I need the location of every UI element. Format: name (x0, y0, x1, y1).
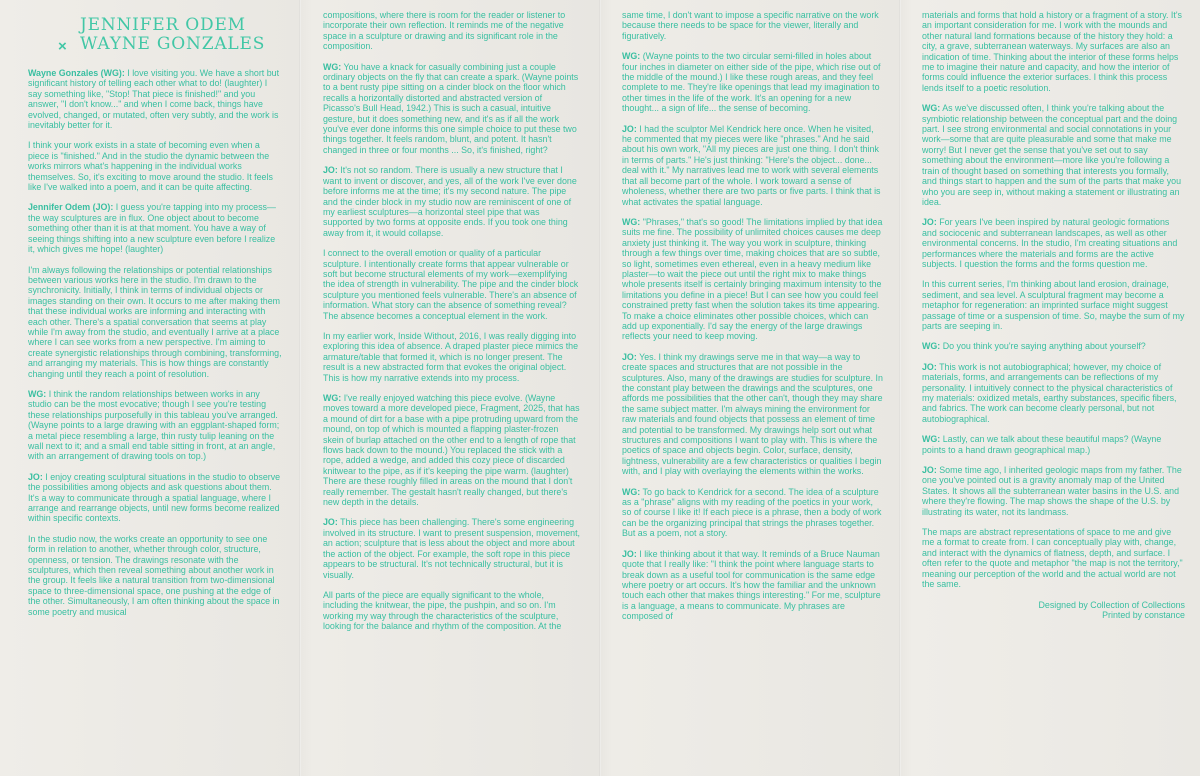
fold-line (299, 0, 301, 776)
speaker-label: Jennifer Odem (JO): (28, 202, 114, 213)
paragraph-text: I think your work exists in a state of becoming even when a piece is "finished." And in the studio the dynamic between the works mirrors what's happening in the individual works themselves. So, it's exciting to move around the studio. It feels like I've walked into a poem, and it can be quite affecting. (28, 140, 273, 193)
paragraph (622, 487, 884, 539)
paragraph (622, 51, 884, 113)
speaker-label: WG: (622, 216, 641, 227)
paragraph (323, 62, 581, 156)
paragraph (28, 472, 283, 524)
speaker-label: JO: (922, 465, 937, 476)
paragraph (622, 217, 884, 342)
speaker-label: JO: (28, 471, 43, 482)
paragraph (622, 10, 884, 41)
paragraph-text: The maps are abstract representations of space to me and give me a format to create from. I can conceptually play with, change, and interact with the dynamics of flatness, depth, and surface. I often refer to the quote and metaphor "the map is not the territory," meaning our perception of the world and the actual world are not the same. (922, 527, 1183, 590)
credit-print: Printed by constance (1102, 609, 1185, 620)
fold-line (899, 0, 901, 776)
speaker-label: JO: (922, 361, 937, 372)
paragraph-text: (Wayne points to the two circular semi-filled in holes about four inches in diameter on either side of the pipe, which rise out of the middle of the mound.) I like these rough areas, and they feel complete to me. They're like openings that lead my imagination to other times in the life of the work. It's an opening for a new thought... a sign of life... the sense of becoming. (622, 51, 881, 114)
paragraph-text: It's not so random. There is usually a new structure that I want to invent or discover, and yes, all of the work I've ever done before informs me at the time; it's my second nature. The pipe and the cinder block in my studio now are reminiscent of one of my earliest sculptures—a horizontal steel pipe that was supported by two forms at opposite ends. If you took one thing away from it, it would collapse. (323, 165, 577, 238)
paragraph (922, 465, 1185, 517)
paragraph-text: I connect to the overall emotion or quality of a particular sculpture. I intentionally create forms that appear vulnerable or soft but become structural elements of my work—exemplifying the idea of strength in vulnerability. The pipe and the cinder block sculpture you mentioned feels vulnerable. There's an absence of information. What story can the absence of something reveal? The absence becomes a conceptual element in the work. (323, 248, 579, 321)
paragraph (28, 68, 283, 130)
speaker-label: Wayne Gonzales (WG): (28, 68, 125, 78)
paragraph-text: All parts of the piece are equally significant to the whole, including the knitwear, the pipe, the pushpin, and so on. I'm working my way through the characteristics of the sculpture, looking for the balance and rhythm of the composition. At the (323, 589, 562, 632)
paragraph (28, 265, 283, 379)
artist-name-odem: JENNIFER ODEM (80, 15, 246, 35)
paragraph (323, 331, 581, 383)
paragraph (922, 527, 1185, 589)
paragraph (323, 393, 581, 507)
paragraph (922, 362, 1185, 424)
speaker-label: JO: (622, 123, 637, 134)
paragraph-text: materials and forms that hold a history or a fragment of a story. It's an important consideration for me. I work with the mounds and other natural land formations because of the history they hold: a city, a grave, subterranean waterways. My surfaces are also an indication of time. Thinking about the interior of these forms helps me to imagine their nature and capacity, and how the interior of forms could influence the exterior surfaces. I think this process lends itself to a poetic resolution. (922, 10, 1182, 93)
cross-icon: × (58, 38, 67, 55)
speaker-label: WG: (323, 393, 342, 403)
paragraph-text: compositions, where there is room for the reader or listener to incorporate their own reflection. It reminds me of the negative space in a sculpture or drawing and its significant role in the composition. (323, 10, 566, 52)
paragraph (922, 217, 1185, 269)
paragraph (28, 202, 283, 254)
paragraph (922, 279, 1185, 331)
speaker-label: WG: (622, 486, 641, 497)
paragraph-text: Some time ago, I inherited geologic maps from my father. The one you've pointed out is a gravity anomaly map of the United States. It shows all the subterranean water basins in the U.S. and where they're flowing. The map shows the shape of the U.S. by illustrating its water, not its landmass. (922, 465, 1182, 517)
paragraph-text: Yes. I think my drawings serve me in that way—a way to create spaces and structures that are not possible in the sculptures. Also, many of the drawings are studies for sculpture. In the constant play between the drawings and the sculptures, one affords me possibilities that the other can't, though they may share the same subject matter. I'm always mining the environment for raw materials and found objects that possess an element of time and potential to be transformed. My drawings help sort out what structures and compositions I want to play with. This is where the poetics of space and objects begin. Color, surface, density, lightness, vulnerability are a few characteristics or qualities I begin with, and I play with overlaying the elements within the works. (622, 351, 883, 477)
paragraph-text: I had the sculptor Mel Kendrick here once. When he visited, he commented that my pieces were like "phrases." And he said about his own work, "All my pieces are just one thing. I don't think in terms of parts." He's just thinking: "Here's the object... done... deal with it." My narratives lead me to work with several elements that all become part of the whole. I work toward a sense of wholeness, whether there are two parts or five parts. I think that is what activates the spatial language. (622, 123, 881, 207)
speaker-label: JO: (622, 351, 637, 362)
paragraph-text: As we've discussed often, I think you're talking about the symbiotic relationship between the conceptual part and the doing part. I see strong environmental and social connotations in your work—some that are quite pleasurable and some that make me worry! But I never get the sense that you've set out to say something about the environment—more like you're following a train of thought based on something that interests you formally, and things start to happen and the sum of the parts that make you who you are seep in, without making a statement or illustrating an idea. (922, 103, 1182, 207)
paragraph (28, 534, 283, 617)
paragraph-text: In the studio now, the works create an opportunity to see one form in relation to another, whether through color, structure, openness, or tension. The drawings resonate with the sculptures, which then reveal something about another work in the group. It feels like a natural transition from two-dimensional space to three-dimensional space, one pushing at the edge of the other. Simultaneously, I am often thinking about the space in some poetry and musical (28, 533, 280, 617)
speaker-label: WG: (323, 61, 342, 72)
paragraph-text: To go back to Kendrick for a second. The idea of a sculpture as a "phrase" aligns with my reading of the poetics in your work, so of course I like it! If each piece is a phrase, then a body of work can be the organizing principal that strings the phrases together. But as a poem, not a story. (622, 486, 882, 539)
column-2 (323, 10, 581, 770)
speaker-label: JO: (323, 165, 338, 176)
paragraph-text: I'm always following the relationships or potential relationships between various works here in the studio. I'm drawn to the synchronicity. Initially, I think in terms of individual objects or images standing on their own. It occurs to me after making them that these individual works are informing and interacting with each other. There's a spatial conversation that seems at play while I'm away from the studio, and eventually I arrive at a place where I can see works from a new perspective. I'm aiming to create synergistic relationships through combining, transforming, and arranging my materials. This is how things are constantly changing until they reach a point of resolution. (28, 264, 282, 379)
speaker-label: WG: (922, 341, 941, 352)
paragraph (922, 434, 1185, 455)
column-4 (922, 10, 1185, 770)
speaker-label: JO: (323, 517, 338, 528)
speaker-label: JO: (622, 548, 637, 559)
title-block (28, 16, 283, 54)
paragraph (922, 10, 1185, 93)
paragraph-text: I think the random relationships between works in any studio can be the most evocative; though I see you're testing these relationships purposefully in this tableau you've arranged. (Wayne points to a large drawing with an eggplant-shaped form; a metal piece resembling a large, thin rusty tulip leaning on the wall next to it; and a small end table sitting in front, at an angle, with an arrangement of drawing tools on top.) (28, 388, 280, 462)
paragraph-text: This work is not autobiographical; however, my choice of materials, forms, and arrangements can be reflections of my personality. I intuitively connect to the physical characteristics of my materials: oxidized metals, earthy substances, specific fibers, and fabrics. The work can become clearly personal, but not autobiographical. (922, 361, 1177, 424)
credit-design: Designed by Collection of Collections (1038, 599, 1185, 610)
paragraph-text: In my earlier work, Inside Without, 2016, I was really digging into exploring this idea of absence. A draped plaster piece mimics the armature/table that formed it, which is no longer present. The result is a new abstracted form that evokes the original object. This is how my narrative extends into my process. (323, 330, 579, 383)
paragraph-text: This piece has been challenging. There's some engineering involved in its structure. I want to present suspension, movement, an action; sculpture that is less about the object and more about the action of the object. For example, the soft rope in this piece appears to be structural. It's not technically structural, but it is visually. (323, 517, 581, 580)
paragraph-text: Lastly, can we talk about these beautiful maps? (Wayne points to a hand drawn geographical map.) (922, 434, 1162, 455)
paragraph-text: I guess you're tapping into my process—the way sculptures are in flux. One object about to become something other than it is at that moment. You have a way of seeing things shifting into a new sculpture even before I realize it, which gives me hope! (laughter) (28, 202, 276, 255)
paragraph (622, 124, 884, 207)
paragraph (323, 165, 581, 238)
paragraph-text: I've really enjoyed watching this piece evolve. (Wayne moves toward a more developed piece, Fragment, 2025, that has a mound of dirt for a base with a pipe protruding upward from the mound, on top of which is mounted a flapping plaster-frozen skein of burlap attached on the other end to a length of rope that flows back down to the mound.) You replaced the stick with a rope, added a wedge, and added this cozy piece of discarded knitwear to the pipe, as if it's keeping the pipe warm. (laughter) There are these roughly filled in areas on the mound that I don't really remember. The gestalt hasn't really changed, but there's new depth in the details. (323, 393, 580, 508)
paragraph-text: You have a knack for casually combining just a couple ordinary objects on the fly that can create a spark. (Wayne points to a bent rusty pipe sitting on a cinder block on the floor which recalls a horizontally distorted and abstracted version of Picasso's Bull Head, 1942.) This is such a casual, intuitive gesture, but it does something new, and it's as if all the work you've ever done informs this one simple choice to put these two things together. It feels random, blunt, and potent. It hasn't changed in three or four months ... So, it's finished, right? (323, 61, 579, 155)
speaker-label: JO: (922, 217, 937, 228)
paragraph (323, 590, 581, 632)
paragraph (323, 10, 581, 52)
column-3 (622, 10, 884, 770)
artist-name-gonzales: WAYNE GONZALES (80, 34, 266, 54)
paragraph-text: I like thinking about it that way. It reminds of a Bruce Nauman quote that I really like: "I think the point where language starts to break down as a useful tool for communication is the same edge where poetry or art occurs. It's how the familiar and the unknown touch each other that makes things interesting." For me, sculpture is a language, a means to communicate. My phrases are composed of (622, 548, 881, 622)
paragraph-text: I love visiting you. We have a short but significant history of telling each other what to do! (laughter) I say something like, "Stop! That piece is finished!" and you answer, "I don't know..." and when I come back, things have evolved, changed, or mutated, often very subtly, and the work is inevitably better for it. (28, 68, 280, 131)
paragraph-text: same time, I don't want to impose a specific narrative on the work because there needs to be space for the viewer, literally and figuratively. (622, 10, 879, 41)
paragraph (28, 140, 283, 192)
paragraph-text: For years I've been inspired by natural geologic formations and sociocenic and subterranean landscapes, as well as other environmental concerns. In the studio, I'm creating situations and performances where the materials and forms are the active subjects. I question the forms and the forms question me. (922, 217, 1178, 269)
paragraph (922, 103, 1185, 207)
paragraph (622, 549, 884, 622)
speaker-label: WG: (922, 434, 941, 445)
paragraph (622, 352, 884, 477)
paragraph-text: In this current series, I'm thinking about land erosion, drainage, sediment, and sea level. A sculptural fragment may become a metaphor for regeneration: an imprinted surface might suggest passage of time or a suspension of time. So, maybe the sum of my parts are seeping in. (922, 279, 1185, 331)
paragraph (323, 517, 581, 579)
paragraph (922, 341, 1185, 351)
fold-line (599, 0, 601, 776)
credits (922, 600, 1185, 621)
speaker-label: WG: (622, 51, 641, 62)
speaker-label: WG: (28, 388, 47, 399)
paragraph (323, 248, 581, 321)
column-1 (28, 10, 283, 770)
paragraph-text: I enjoy creating sculptural situations in the studio to observe the possibilities among objects and ask questions about them. It's a way to communicate through a spatial language, where I arrange and rearrange objects, until new forms become realized within specific contexts. (28, 471, 281, 524)
paragraph (28, 389, 283, 462)
paragraph-text: "Phrases," that's so good! The limitations implied by that idea suits me fine. The possibility of unlimited choices causes me deep anxiety just thinking it. The way you work in sculpture, thinking through a few things over time, making choices that are so subtle, so light, sometimes even ethereal, even in a heavy medium like plaster—to wait the piece out until the right mix to make things whole presents itself is certainly bringing maximum intensity to the limitations you define in a piece! But I can see how you could feel constrained pretty fast when the solution takes its time appearing. To make a choice eliminates other possible choices, which can add up exponentially. I'd say the energy of the large drawings reflects your need to keep moving. (622, 216, 883, 342)
speaker-label: WG: (922, 103, 941, 114)
paragraph-text: Do you think you're saying anything about yourself? (940, 341, 1146, 352)
